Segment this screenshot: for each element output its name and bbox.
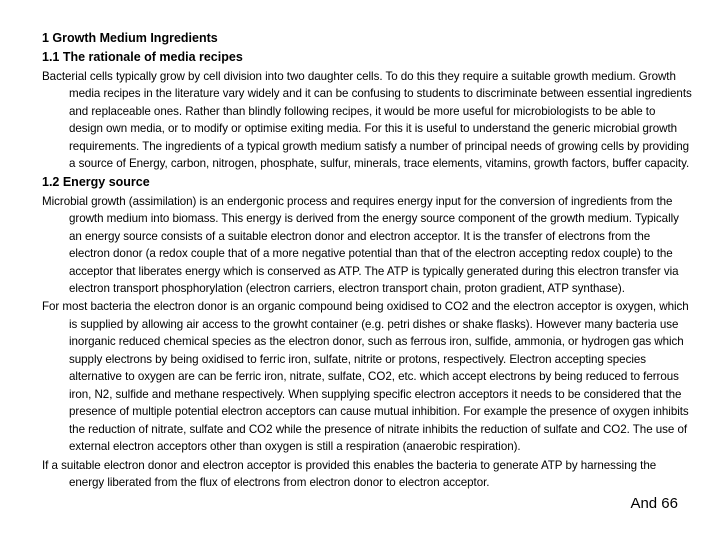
- heading-rationale-of-media-recipes: 1.1 The rationale of media recipes: [42, 50, 243, 64]
- page-footer-label: And 66: [630, 495, 678, 512]
- paragraph-energy-assimilation: Microbial growth (assimilation) is an endergonic process and requires energy input for the conversion of ingredients from the growth medium into biomass. This energy is derived from the energy source component of the growth medium. Typically an energy source consists of a suitable electron donor and electron acceptor. It is the transfer of electrons from the electron donor (a redox couple that of a more negative potential than that of the electron accepting redox couple) to the acceptor that liberates energy which is conserved as ATP. The ATP is typically generated during this electron transfer via electron transport phosphorylation (electron carriers, electron transport chain, proton gradient, ATP synthase).: [42, 194, 679, 295]
- heading-energy-source: 1.2 Energy source: [42, 174, 150, 189]
- heading-growth-medium-ingredients: 1 Growth Medium Ingredients: [42, 31, 218, 45]
- document-body: [42, 30, 692, 491]
- paragraph-atp-generation: If a suitable electron donor and electron acceptor is provided this enables the bacteria to generate ATP by harnessing the energy liberated from the flux of electrons from electron donor to electron acceptor.: [42, 458, 657, 489]
- paragraph-rationale: Bacterial cells typically grow by cell division into two daughter cells. To do this they require a suitable growth medium. Growth media recipes in the literature vary widely and it can be confusing to students to discriminate between essential ingredients and replaceable ones. Rather than blindly following recipes, it would be more useful for microbiologists to be able to design own media, or to modify or optimise exiting media. For this it is useful to understand the generic microbial growth requirements. The ingredients of a typical growth medium satisfy a number of principal needs of growing cells by providing a source of Energy, carbon, nitrogen, phosphate, sulfur, minerals, trace elements, vitamins, growth factors, buffer capacity.: [42, 70, 692, 171]
- paragraph-electron-donors-acceptors: For most bacteria the electron donor is an organic compound being oxidised to CO2 and the electron acceptor is oxygen, which is supplied by allowing air access to the growht container (e.g. petri dishes or shake flasks). However many bacteria use inorganic reduced chemical species as the electron donor, such as ferrous iron, sulfide, ammonia, or hydrogen gas which supply electrons by being oxidised to ferric iron, sulfate, nitrite or protons, respectively. Electron accepting species alternative to oxygen are can be ferric iron, nitrate, sulfate, CO2, etc. which accept electrons by being reduced to ferrous iron, N2, sulfide and methane respectively. When supplying specific electron acceptors it needs to be considered that the presence of multiple potential electron acceptors can cause mutual inhibition. For example the presence of oxygen inhibits the reduction of nitrate, sulfate and CO2 while the presence of nitrate inhibits the reduction of sulfate and CO2. The use of external electron acceptors other than oxygen is still a respiration (anaerobic respiration).: [42, 300, 689, 454]
